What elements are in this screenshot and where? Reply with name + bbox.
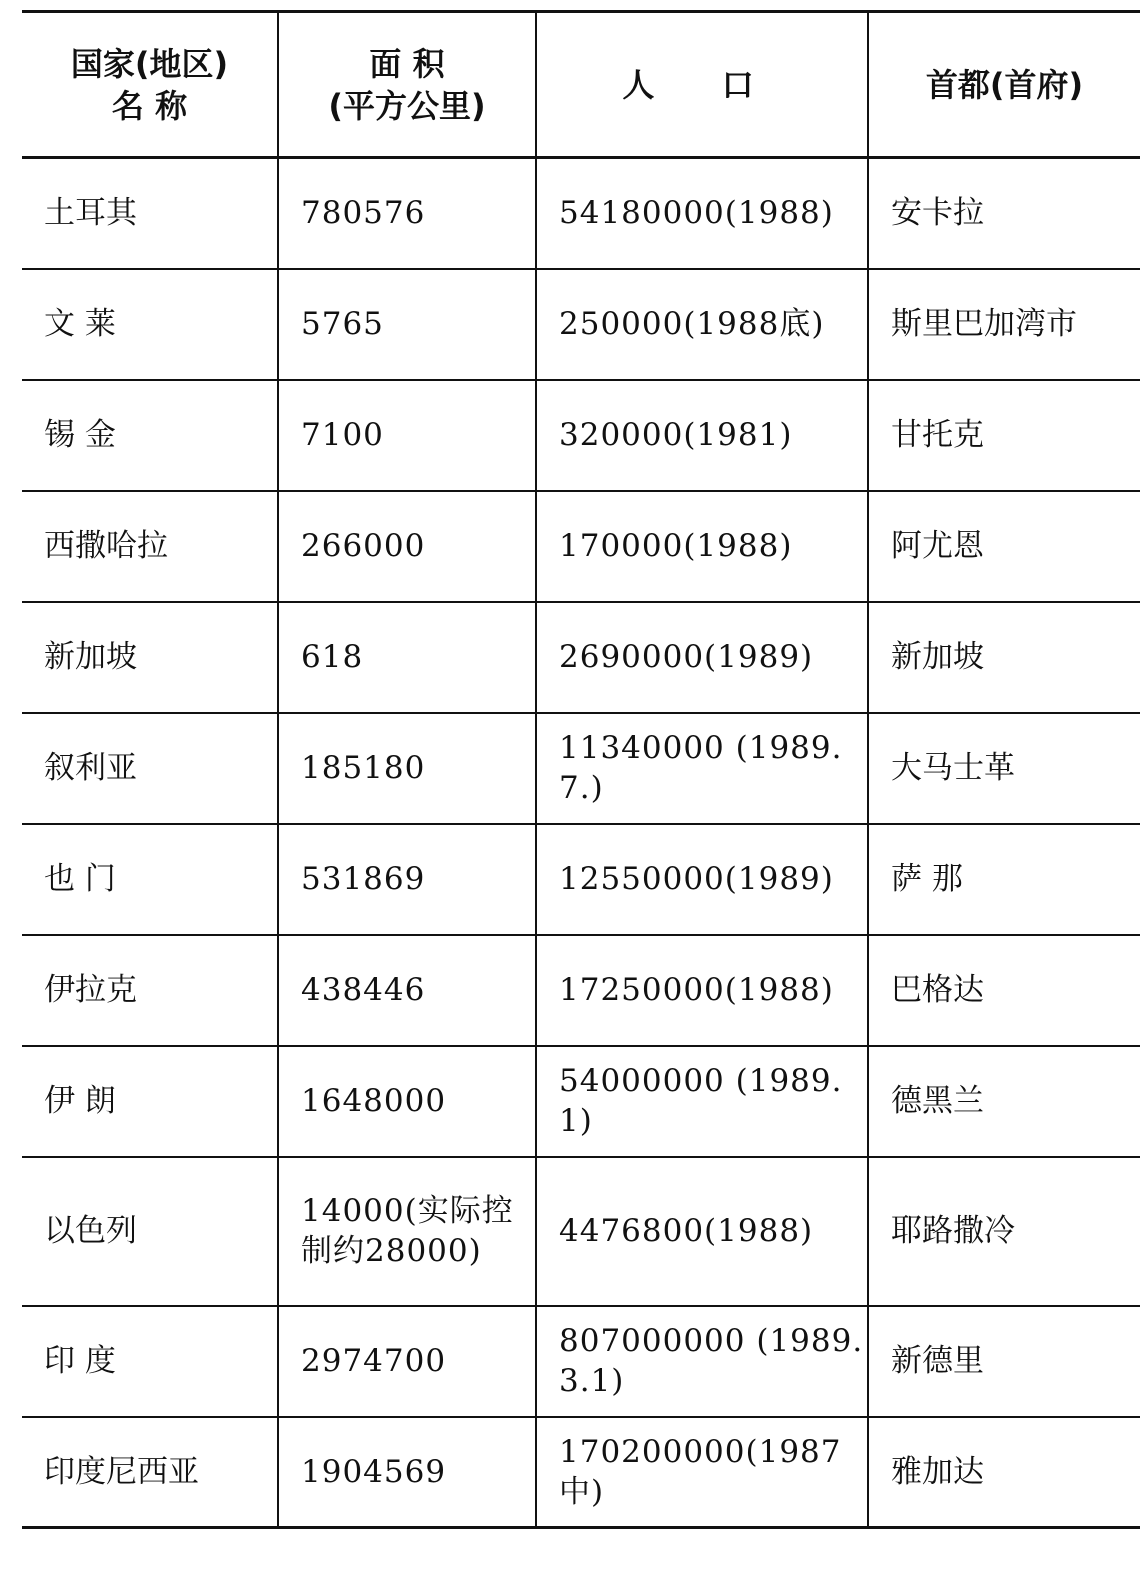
table-row xyxy=(22,269,1140,380)
country-data-table xyxy=(22,10,1140,1529)
table-row xyxy=(22,713,1140,824)
country-name-cell: 锡 金 xyxy=(22,380,278,491)
country-name-cell: 以色列 xyxy=(22,1157,278,1306)
table-row xyxy=(22,935,1140,1046)
table-row xyxy=(22,1306,1140,1417)
country-name-cell: 新加坡 xyxy=(22,602,278,713)
header-country-line1: 国家(地区) xyxy=(70,44,229,83)
country-name-cell: 伊拉克 xyxy=(22,935,278,1046)
country-name-cell: 文 莱 xyxy=(22,269,278,380)
table-row xyxy=(22,1157,1140,1306)
table-row xyxy=(22,158,1140,269)
capital-cell: 巴格达 xyxy=(868,935,1140,1046)
population-cell: 2690000(1989) xyxy=(536,602,868,713)
header-area-line2: (平方公里) xyxy=(328,86,486,125)
header-area-line1: 面 积 xyxy=(369,44,445,83)
header-country-line2: 名 称 xyxy=(111,86,188,125)
country-name-cell: 也 门 xyxy=(22,824,278,935)
population-cell: 250000(1988底) xyxy=(536,269,868,380)
table-body xyxy=(22,158,1140,1528)
table-header xyxy=(22,12,1140,158)
population-cell: 170200000(1987中) xyxy=(536,1417,868,1528)
population-cell: 320000(1981) xyxy=(536,380,868,491)
capital-cell: 雅加达 xyxy=(868,1417,1140,1528)
area-cell: 1904569 xyxy=(278,1417,536,1528)
table-row xyxy=(22,380,1140,491)
document-page xyxy=(22,10,1140,1529)
population-cell: 170000(1988) xyxy=(536,491,868,602)
area-cell: 7100 xyxy=(278,380,536,491)
area-cell: 2974700 xyxy=(278,1306,536,1417)
area-cell: 266000 xyxy=(278,491,536,602)
population-cell: 17250000(1988) xyxy=(536,935,868,1046)
country-name-cell: 印 度 xyxy=(22,1306,278,1417)
area-cell: 1648000 xyxy=(278,1046,536,1157)
table-row xyxy=(22,1417,1140,1528)
header-country-name xyxy=(22,12,278,158)
header-population-label: 人 口 xyxy=(622,65,782,104)
area-cell: 14000(实际控制约28000) xyxy=(278,1157,536,1306)
header-capital xyxy=(868,12,1140,158)
country-name-cell: 叙利亚 xyxy=(22,713,278,824)
table-row xyxy=(22,824,1140,935)
table-row xyxy=(22,1046,1140,1157)
population-cell: 807000000 (1989.3.1) xyxy=(536,1306,868,1417)
country-name-cell: 伊 朗 xyxy=(22,1046,278,1157)
capital-cell: 阿尤恩 xyxy=(868,491,1140,602)
area-cell: 618 xyxy=(278,602,536,713)
capital-cell: 斯里巴加湾市 xyxy=(868,269,1140,380)
capital-cell: 大马士革 xyxy=(868,713,1140,824)
population-cell: 4476800(1988) xyxy=(536,1157,868,1306)
country-name-cell: 土耳其 xyxy=(22,158,278,269)
capital-cell: 德黑兰 xyxy=(868,1046,1140,1157)
header-row xyxy=(22,12,1140,158)
population-cell: 12550000(1989) xyxy=(536,824,868,935)
capital-cell: 新德里 xyxy=(868,1306,1140,1417)
table-row xyxy=(22,602,1140,713)
header-capital-label: 首都(首府) xyxy=(925,65,1084,104)
capital-cell: 甘托克 xyxy=(868,380,1140,491)
table-row xyxy=(22,491,1140,602)
country-name-cell: 西撒哈拉 xyxy=(22,491,278,602)
country-name-cell: 印度尼西亚 xyxy=(22,1417,278,1528)
capital-cell: 新加坡 xyxy=(868,602,1140,713)
capital-cell: 安卡拉 xyxy=(868,158,1140,269)
area-cell: 780576 xyxy=(278,158,536,269)
header-population xyxy=(536,12,868,158)
capital-cell: 耶路撒冷 xyxy=(868,1157,1140,1306)
capital-cell: 萨 那 xyxy=(868,824,1140,935)
population-cell: 54180000(1988) xyxy=(536,158,868,269)
area-cell: 185180 xyxy=(278,713,536,824)
area-cell: 438446 xyxy=(278,935,536,1046)
population-cell: 54000000 (1989.1) xyxy=(536,1046,868,1157)
population-cell: 11340000 (1989.7.) xyxy=(536,713,868,824)
area-cell: 5765 xyxy=(278,269,536,380)
area-cell: 531869 xyxy=(278,824,536,935)
header-area xyxy=(278,12,536,158)
